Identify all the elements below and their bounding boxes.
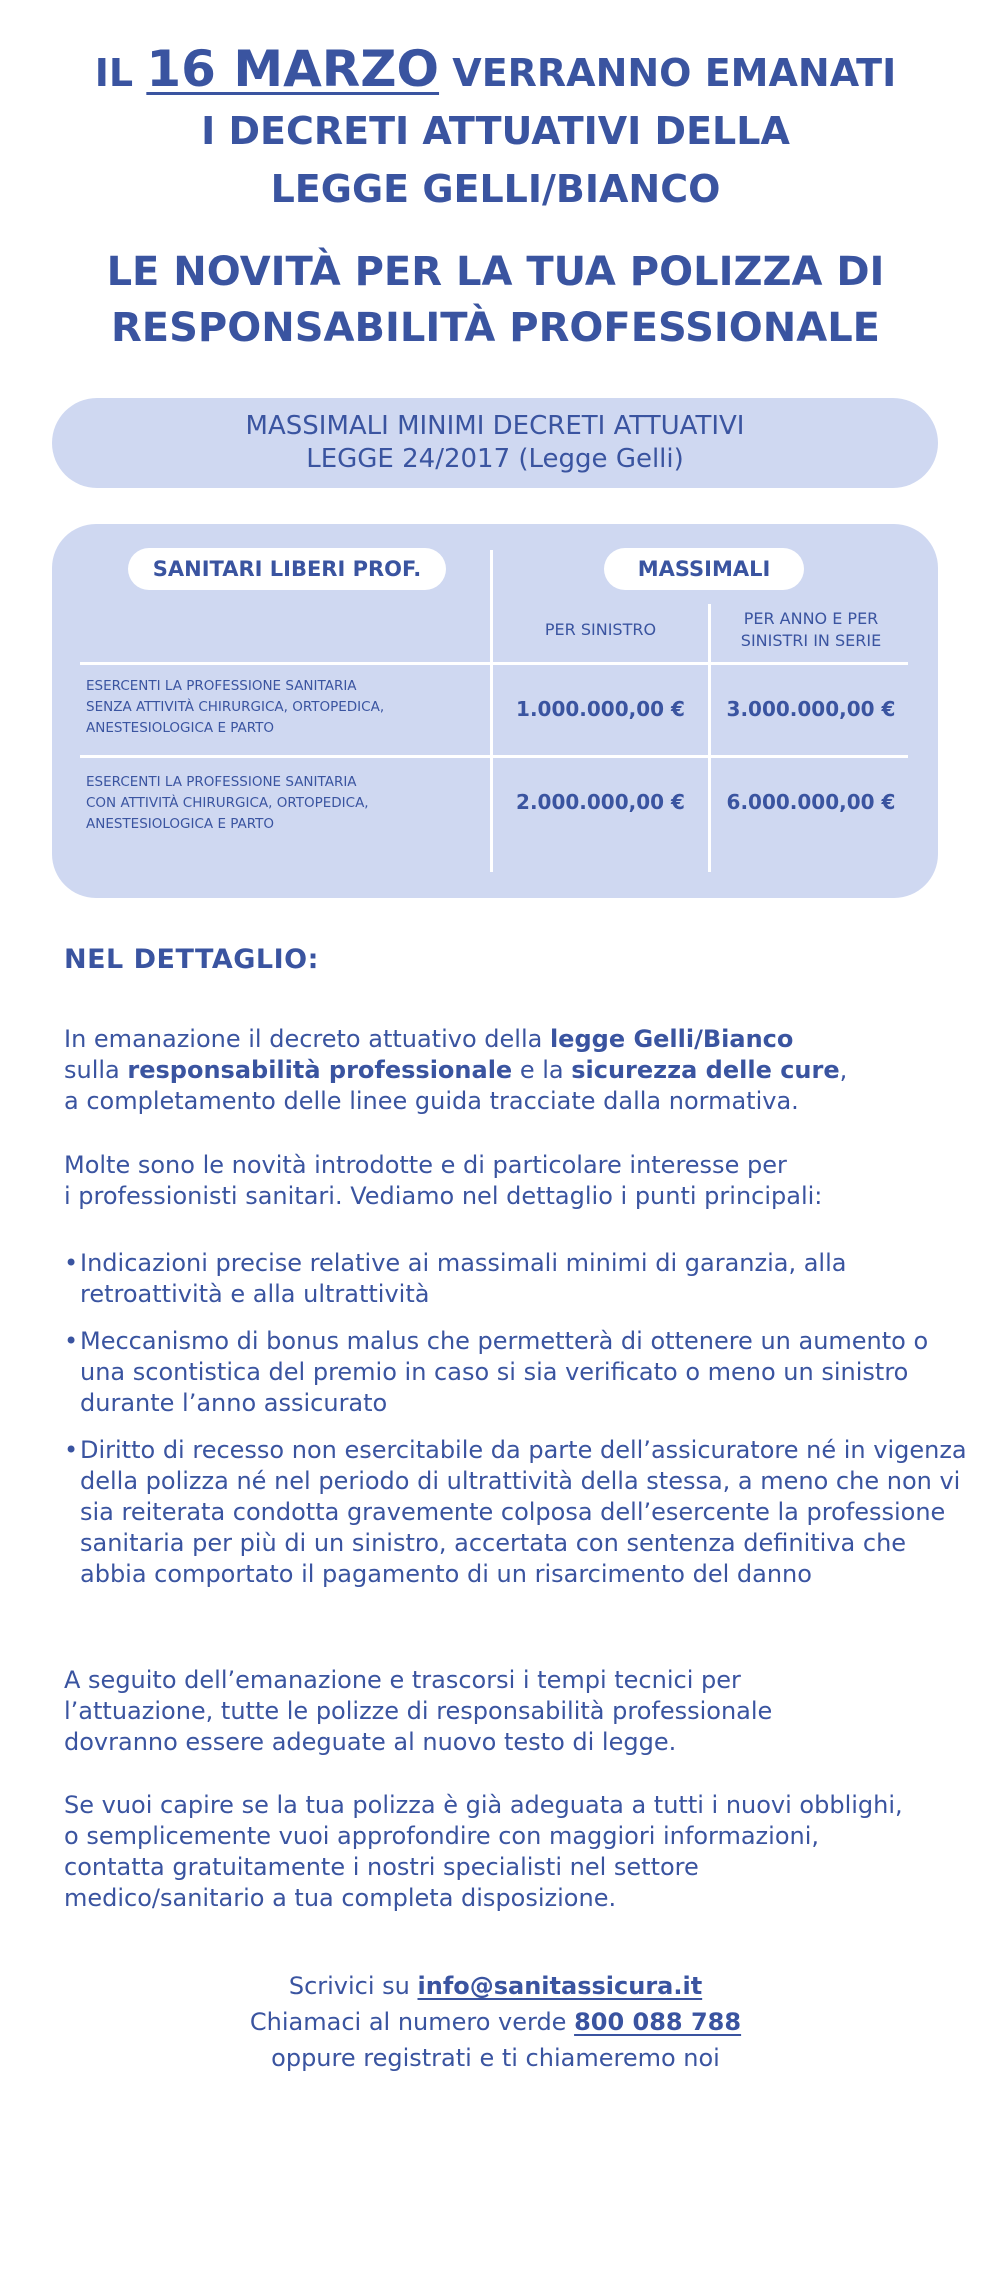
tag-massimali: MASSIMALI — [604, 548, 804, 590]
subheadline-line-2: RESPONSABILITÀ PROFESSIONALE — [110, 305, 881, 351]
banner-line-2: LEGGE 24/2017 (Legge Gelli) — [306, 444, 684, 474]
massimali-banner — [52, 398, 938, 488]
row-2-per-sinistro: 2.000.000,00 € — [516, 790, 685, 814]
row-1-label — [86, 676, 486, 739]
novelty-paragraph — [64, 1150, 944, 1212]
row-1-label-line-1: ESERCENTI LA PROFESSIONE SANITARIA — [86, 678, 357, 694]
adaptation-paragraph: A seguito dell’emanazione e trascorsi i tempi tecnici per l’attuazione, tutte le polizze di responsabilità professionale dovranno essere adeguate al nuovo testo di legge. — [64, 1666, 773, 1756]
intro-paragraph — [64, 1024, 944, 1117]
key-point: • Diritto di recesso non esercitabile da parte dell’assicuratore né in vigenza della polizza né nel periodo di ultrattività della stessa, a meno che non vi sia reiterata condotta gravemente colposa dell’esercente la professione sanitaria per più di un sinistro, accertata con sentenza definitiva che abbia comportato il pagamento di un risarcimento del danno — [64, 1435, 980, 1590]
row-1-label-line-2: SENZA ATTIVITÀ CHIRURGICA, ORTOPEDICA, — [86, 699, 385, 715]
headline — [0, 40, 991, 218]
row-1-per-sinistro: 1.000.000,00 € — [516, 697, 685, 721]
intro-bold-responsibility: responsabilità professionale — [127, 1056, 513, 1084]
key-point: • Indicazioni precise relative ai massimali minimi di garanzia, alla retroattività e alla ultrattività — [64, 1248, 915, 1310]
headline-line-1 — [0, 40, 991, 102]
row-2-per-anno: 6.000.000,00 € — [726, 790, 896, 814]
table-rule-header — [80, 662, 908, 665]
novelty-line-2: i professionisti sanitari. Vediamo nel dettaglio i punti principali: — [64, 1182, 823, 1210]
row-1-label-line-3: ANESTESIOLOGICA E PARTO — [86, 720, 275, 736]
section-title: NEL DETTAGLIO: — [64, 944, 319, 975]
contact-phone-prefix: Chiamaci al numero verde — [249, 2008, 575, 2036]
col-header-per-sinistro: PER SINISTRO — [544, 620, 657, 639]
intro-bold-law: legge Gelli/Bianco — [549, 1025, 794, 1053]
contact-phone-line — [0, 2004, 991, 2040]
contact-email-line — [0, 1968, 991, 2004]
headline-line-3: LEGGE GELLI/BIANCO — [270, 167, 721, 211]
massimali-table — [52, 524, 938, 898]
row-1-per-anno: 3.000.000,00 € — [726, 697, 896, 721]
key-point: • Meccanismo di bonus malus che permetterà di ottenere un aumento o una scontistica del premio in caso si sia verificato o meno un sinistro durante l’anno assicurato — [64, 1326, 960, 1419]
banner-line-1: MASSIMALI MINIMI DECRETI ATTUATIVI — [245, 411, 745, 441]
subheadline — [0, 244, 991, 356]
novelty-line-1: Molte sono le novità introdotte e di particolare interesse per — [64, 1151, 787, 1179]
row-2-label-line-2: CON ATTIVITÀ CHIRURGICA, ORTOPEDICA, — [86, 795, 369, 811]
subheadline-line-1: LE NOVITÀ PER LA TUA POLIZZA DI — [106, 249, 885, 295]
intro-bold-safety: sicurezza delle cure — [571, 1056, 840, 1084]
tag-sanitari: SANITARI LIBERI PROF. — [128, 548, 446, 590]
col-header-per-anno-line-2: SINISTRI IN SERIE — [740, 631, 882, 650]
key-points-list — [64, 1248, 967, 1606]
col-header-per-anno-line-1: PER ANNO E PER — [743, 609, 879, 628]
headline-prefix: IL — [94, 51, 134, 95]
intro-text-3: e la — [512, 1056, 572, 1084]
intro-text-5: a completamento delle linee guida tracciate dalla normativa. — [64, 1087, 799, 1115]
col-header-per-anno — [711, 608, 911, 652]
table-rule-row — [80, 755, 908, 758]
headline-date: 16 MARZO — [146, 40, 440, 98]
contact-register-line: oppure registrati e ti chiameremo noi — [271, 2044, 720, 2072]
headline-rest: VERRANNO EMANATI — [452, 51, 897, 95]
contact-email-prefix: Scrivici su — [288, 1972, 418, 2000]
row-2-label-line-1: ESERCENTI LA PROFESSIONE SANITARIA — [86, 774, 357, 790]
email-link[interactable]: info@sanitassicura.it — [417, 1972, 703, 2000]
headline-line-2: I DECRETI ATTUATIVI DELLA — [201, 109, 790, 153]
intro-text-4: , — [839, 1056, 848, 1084]
phone-link[interactable]: 800 088 788 — [574, 2008, 742, 2036]
row-2-label — [86, 772, 486, 835]
intro-text-1: In emanazione il decreto attuativo della — [64, 1025, 550, 1053]
intro-text-2: sulla — [64, 1056, 128, 1084]
contact-paragraph: Se vuoi capire se la tua polizza è già adeguata a tutti i nuovi obblighi, o semplicemente vuoi approfondire con maggiori informazioni, contatta gratuitamente i nostri specialisti nel settore medico/sanitario a tua completa disposizione. — [64, 1791, 903, 1912]
contact-block — [0, 1968, 991, 2076]
row-2-label-line-3: ANESTESIOLOGICA E PARTO — [86, 816, 275, 832]
